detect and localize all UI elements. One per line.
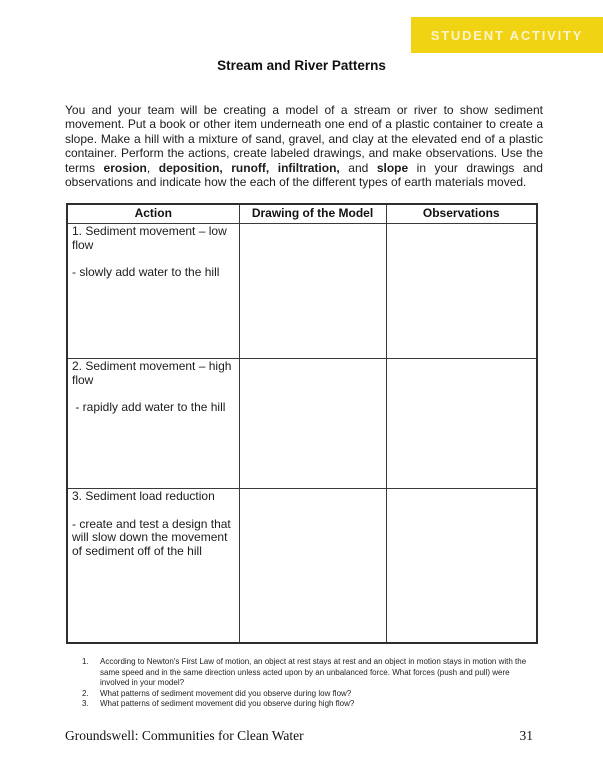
page-title: Stream and River Patterns (217, 58, 386, 73)
action-cell (67, 489, 239, 643)
observations-cell (386, 359, 537, 489)
footnote-number: 2. (82, 688, 89, 698)
table-header-row (67, 204, 537, 224)
observations-cell (386, 224, 537, 359)
column-header-observations: Observations (386, 204, 537, 224)
table-row (67, 224, 537, 359)
action-title: 2. Sediment movement – high flow (72, 359, 232, 387)
intro-text: You and your team will be creating a model of a stream or river to show sediment movement. Put a book or other item underneath one end of a plastic container to create a slope. Make a hill with a mixture of sand, gravel, and clay at the elevated end of a plastic container. Perform the actions, create labeled drawings, and make observations. Use the terms (65, 103, 543, 175)
footnote-number: 1. (82, 657, 89, 666)
drawing-cell (239, 359, 386, 489)
action-detail: - rapidly add water to the hill (72, 400, 226, 414)
intro-terms-deposition-runoff-infiltration: deposition, runoff, infiltration, (158, 160, 340, 175)
action-detail: - slowly add water to the hill (72, 265, 220, 279)
drawing-cell (239, 224, 386, 359)
intro-text: in your drawings and observations and indicate how the each of the different types of earth materials moved. (65, 160, 543, 190)
action-detail: - create and test a design that will slow down the movement of sediment off of the hill (72, 516, 235, 558)
observations-cell (386, 489, 537, 643)
footnote-item (82, 699, 542, 710)
student-activity-banner (411, 17, 603, 53)
page-footer (65, 728, 533, 744)
intro-paragraph (65, 103, 543, 189)
banner-label: STUDENT ACTIVITY (430, 27, 584, 43)
action-cell (67, 359, 239, 489)
footnote-item (82, 657, 542, 689)
footnote-number: 3. (82, 699, 89, 708)
column-header-action: Action (67, 204, 239, 224)
action-cell (67, 224, 239, 359)
table-row (67, 489, 537, 643)
footnote-text: What patterns of sediment movement did you observe during low flow? (100, 688, 352, 698)
footer-text: Groundswell: Communities for Clean Water (65, 728, 304, 743)
footnote-item (82, 689, 542, 700)
page-number: 31 (519, 728, 533, 743)
column-header-drawing: Drawing of the Model (239, 204, 386, 224)
drawing-cell (239, 489, 386, 643)
intro-text: , (146, 160, 159, 175)
intro-term-slope: slope (376, 160, 409, 175)
action-title: 1. Sediment movement – low flow (72, 224, 227, 252)
footnote-questions (82, 657, 542, 710)
table-row (67, 359, 537, 489)
intro-text: and (339, 160, 377, 175)
activity-table (66, 203, 538, 644)
footnote-text: According to Newton's First Law of motion, an object at rest stays at rest and an object in motion stays in motion with the same speed and in the same direction unless acted upon by an unbalanced force. What forces (push and pull) were involved in your model? (100, 657, 527, 687)
action-title: 3. Sediment load reduction (72, 489, 215, 503)
footnote-text: What patterns of sediment movement did you observe during high flow? (100, 699, 355, 708)
intro-term-erosion: erosion (103, 160, 147, 175)
